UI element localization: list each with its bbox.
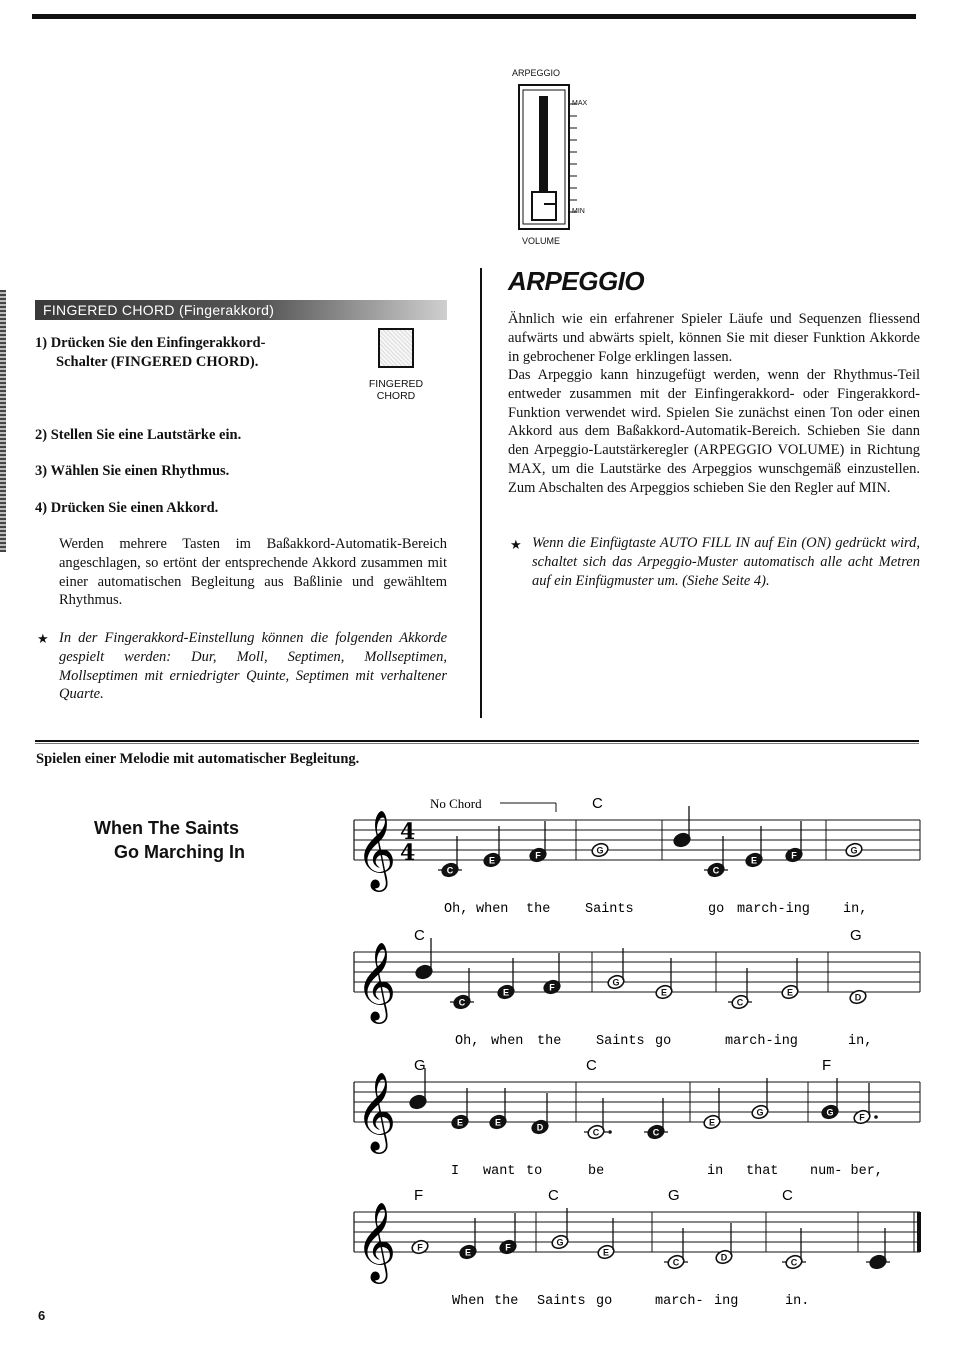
note xyxy=(450,968,474,1010)
note-letter: E xyxy=(502,987,510,998)
lyric: Saints xyxy=(585,902,634,917)
volume-label: VOLUME xyxy=(522,236,561,246)
note xyxy=(820,1078,839,1120)
chord-symbol: F xyxy=(414,1187,424,1204)
star-icon: ★ xyxy=(37,631,49,646)
final-barline-thick xyxy=(917,1212,921,1252)
note-letter: E xyxy=(786,987,794,998)
note xyxy=(750,1078,769,1120)
note-letter: F xyxy=(859,1112,865,1123)
note-letter: C xyxy=(790,1257,798,1268)
chord-symbol: C xyxy=(586,1057,597,1074)
note-letter: C xyxy=(736,997,744,1008)
staff-system xyxy=(354,795,920,917)
lyric: go xyxy=(655,1034,672,1049)
lyric: Saints xyxy=(537,1294,586,1309)
dot xyxy=(874,1115,878,1119)
step-1: 1) Drücken Sie den Einfingerakkord- xyxy=(35,335,266,351)
note-letter: E xyxy=(602,1247,610,1258)
note xyxy=(410,1239,429,1256)
button-label-fingered: FINGERED xyxy=(368,378,424,390)
note xyxy=(482,826,501,868)
note xyxy=(702,1088,721,1130)
lyric: go xyxy=(596,1294,613,1309)
note xyxy=(866,1228,890,1270)
lyric: march-ing xyxy=(725,1034,798,1049)
note xyxy=(450,1088,469,1130)
song-title-line-2: Go Marching In xyxy=(114,842,246,862)
note xyxy=(782,1228,806,1270)
note-letter: F xyxy=(791,850,797,861)
chord-symbol: G xyxy=(414,1057,426,1074)
note xyxy=(852,1083,877,1125)
note-letter: E xyxy=(488,855,496,866)
note xyxy=(584,1098,612,1140)
note xyxy=(848,989,867,1006)
chord-symbol: C xyxy=(548,1187,559,1204)
note-letter: C xyxy=(712,865,720,876)
lyric: in. xyxy=(785,1294,810,1309)
note xyxy=(672,806,691,848)
note xyxy=(714,1223,733,1265)
note xyxy=(528,821,547,863)
arpeggio-title: ARPEGGIO xyxy=(508,266,645,296)
note-letter: G xyxy=(556,1237,564,1248)
note-letter: C xyxy=(672,1257,680,1268)
lyric: be xyxy=(588,1164,605,1179)
chord-symbol: C xyxy=(782,1187,793,1204)
chord-symbol: C xyxy=(592,795,603,812)
note xyxy=(728,968,752,1010)
step-2: 2) Stellen Sie eine Lautstärke ein. xyxy=(35,427,242,443)
staff-system xyxy=(354,927,920,1049)
arpeggio-body-1: Ähnlich wie ein erfahrener Spieler Läufe und Sequenzen fliessend aufwärts und abwärts spielt, können Sie mit dieser Funktion Akkorde in gebrochener Folge erklingen lassen. xyxy=(508,311,920,365)
note xyxy=(606,948,625,990)
melody-heading: Spielen einer Melodie mit automatischer Begleitung. xyxy=(36,751,360,767)
note-letter: G xyxy=(596,845,604,856)
treble-clef-icon: 𝄞 xyxy=(356,810,397,889)
note xyxy=(496,958,515,1000)
note xyxy=(542,953,561,995)
lyric: go xyxy=(708,902,725,917)
arpeggio-body-2: Das Arpeggio kann hinzugefügt werden, wenn der Rhythmus-Teil entweder zusammen mit der Einfingerakkord- oder Fingerakkord-Funktion verwendet wird. Spielen Sie zunächst einen Ton oder einen Akkord aus dem Baßakkord-Automatik-Bereich. Schieben Sie dann den Arpeggio-Lautstärkeregler (ARPEGGIO VOLUME) in Richtung MAX, um die Lautstärke des Arpeggios wunschgemäß einzustellen. Zum Abschalten des Arpeggios schieben Sie den Regler auf MIN. xyxy=(508,367,920,496)
note-letter: G xyxy=(756,1107,764,1118)
note xyxy=(780,958,799,1000)
lyric: Oh, xyxy=(455,1034,480,1049)
lyric: want xyxy=(483,1164,516,1179)
note-letter: E xyxy=(464,1247,472,1258)
note-letter: G xyxy=(826,1107,834,1118)
arpeggio-note: Wenn die Einfügtaste AUTO FILL IN auf Ein (ON) gedrückt wird, schaltet sich das Arpeggio-Muster automatisch alle acht Metren auf ein Einfügmuster um. (Siehe Seite 4). xyxy=(532,535,920,589)
treble-clef-icon: 𝄞 xyxy=(356,1202,397,1281)
slider-min-label: MIN xyxy=(572,208,585,215)
note-letter: C xyxy=(652,1127,660,1138)
lyric: march- xyxy=(655,1294,704,1309)
note-letter: F xyxy=(505,1242,511,1253)
lyric: Oh, xyxy=(444,902,469,917)
page-number: 6 xyxy=(38,1308,46,1323)
step-1-cont: Schalter (FINGERED CHORD). xyxy=(56,354,259,370)
lyric: in xyxy=(707,1164,724,1179)
step-4: 4) Drücken Sie einen Akkord. xyxy=(35,500,219,516)
lyric: ing xyxy=(714,1294,739,1309)
lyric: in, xyxy=(843,902,868,917)
chord-symbol: No Chord xyxy=(430,796,482,811)
lyric: Saints xyxy=(596,1034,645,1049)
note-letter: G xyxy=(850,845,858,856)
lyric: the xyxy=(537,1034,562,1049)
chord-symbol: G xyxy=(668,1187,680,1204)
note-letter: F xyxy=(417,1242,423,1253)
lyric: the xyxy=(494,1294,519,1309)
note-letter: E xyxy=(456,1117,464,1128)
note xyxy=(704,836,728,878)
note xyxy=(438,836,462,878)
lyric: in, xyxy=(848,1034,873,1049)
arpeggio-slider-label: ARPEGGIO xyxy=(512,68,561,78)
note-letter: E xyxy=(660,987,668,998)
dot xyxy=(608,1130,612,1134)
note xyxy=(744,826,763,868)
chord-symbol: F xyxy=(822,1057,832,1074)
staff-system xyxy=(354,1057,920,1179)
time-signature-bottom: 4 xyxy=(400,840,416,866)
staff-system xyxy=(354,1187,921,1309)
note xyxy=(488,1088,507,1130)
note xyxy=(498,1213,517,1255)
treble-clef-icon: 𝄞 xyxy=(356,1072,397,1151)
note-letter: E xyxy=(750,855,758,866)
note xyxy=(408,1068,427,1110)
lyric: When xyxy=(452,1294,485,1309)
lyric: that xyxy=(746,1164,779,1179)
note xyxy=(590,842,609,859)
note-letter: D xyxy=(720,1252,728,1263)
note-letter: C xyxy=(592,1127,600,1138)
note-letter: G xyxy=(612,977,620,988)
note xyxy=(596,1218,615,1260)
note xyxy=(784,821,803,863)
note-letter: D xyxy=(854,992,862,1003)
lyric: march-ing xyxy=(737,902,810,917)
note xyxy=(458,1218,477,1260)
note-letter: D xyxy=(536,1122,544,1133)
note xyxy=(844,842,863,859)
note-letter: C xyxy=(458,997,466,1008)
lyric: when xyxy=(491,1034,524,1049)
note xyxy=(414,938,433,980)
chord-symbol: C xyxy=(414,927,425,944)
lyric: the xyxy=(526,902,551,917)
slider-max-label: MAX xyxy=(572,100,588,107)
note-letter: E xyxy=(708,1117,716,1128)
note xyxy=(654,958,673,1000)
lyric: when xyxy=(476,902,509,917)
note xyxy=(644,1098,668,1140)
time-signature-top: 4 xyxy=(400,819,416,845)
lyric: num- ber, xyxy=(810,1164,883,1179)
note-letter: E xyxy=(494,1117,502,1128)
note xyxy=(530,1093,549,1135)
note-letter: F xyxy=(549,982,555,993)
treble-clef-icon: 𝄞 xyxy=(356,942,397,1021)
lyric: I xyxy=(451,1164,460,1179)
star-icon: ★ xyxy=(510,537,522,552)
fingered-chord-note: In der Fingerakkord-Einstellung können die folgenden Akkorde gespielt werden: Dur, Moll, Septimen, Mollseptimen, Mollseptimen mit erniedrigter Quinte, Septimen mit verhaltener Quarte. xyxy=(59,630,447,703)
note-letter: F xyxy=(535,850,541,861)
note xyxy=(664,1228,688,1270)
song-title-line-1: When The Saints xyxy=(94,818,240,838)
fingered-chord-body: Werden mehrere Tasten im Baßakkord-Automatik-Bereich angeschlagen, so ertönt der entsprechende Akkord zusammen mit einer automatischen Begleitung aus Baßlinie und gewähltem Rhythmus. xyxy=(59,536,447,609)
fingered-chord-header: FINGERED CHORD (Fingerakkord) xyxy=(35,300,447,320)
lyric: to xyxy=(526,1164,543,1179)
note-letter: C xyxy=(446,865,454,876)
chord-symbol: G xyxy=(850,927,862,944)
step-3: 3) Wählen Sie einen Rhythmus. xyxy=(35,463,230,479)
button-label-chord: CHORD xyxy=(376,390,416,402)
note xyxy=(550,1208,569,1250)
